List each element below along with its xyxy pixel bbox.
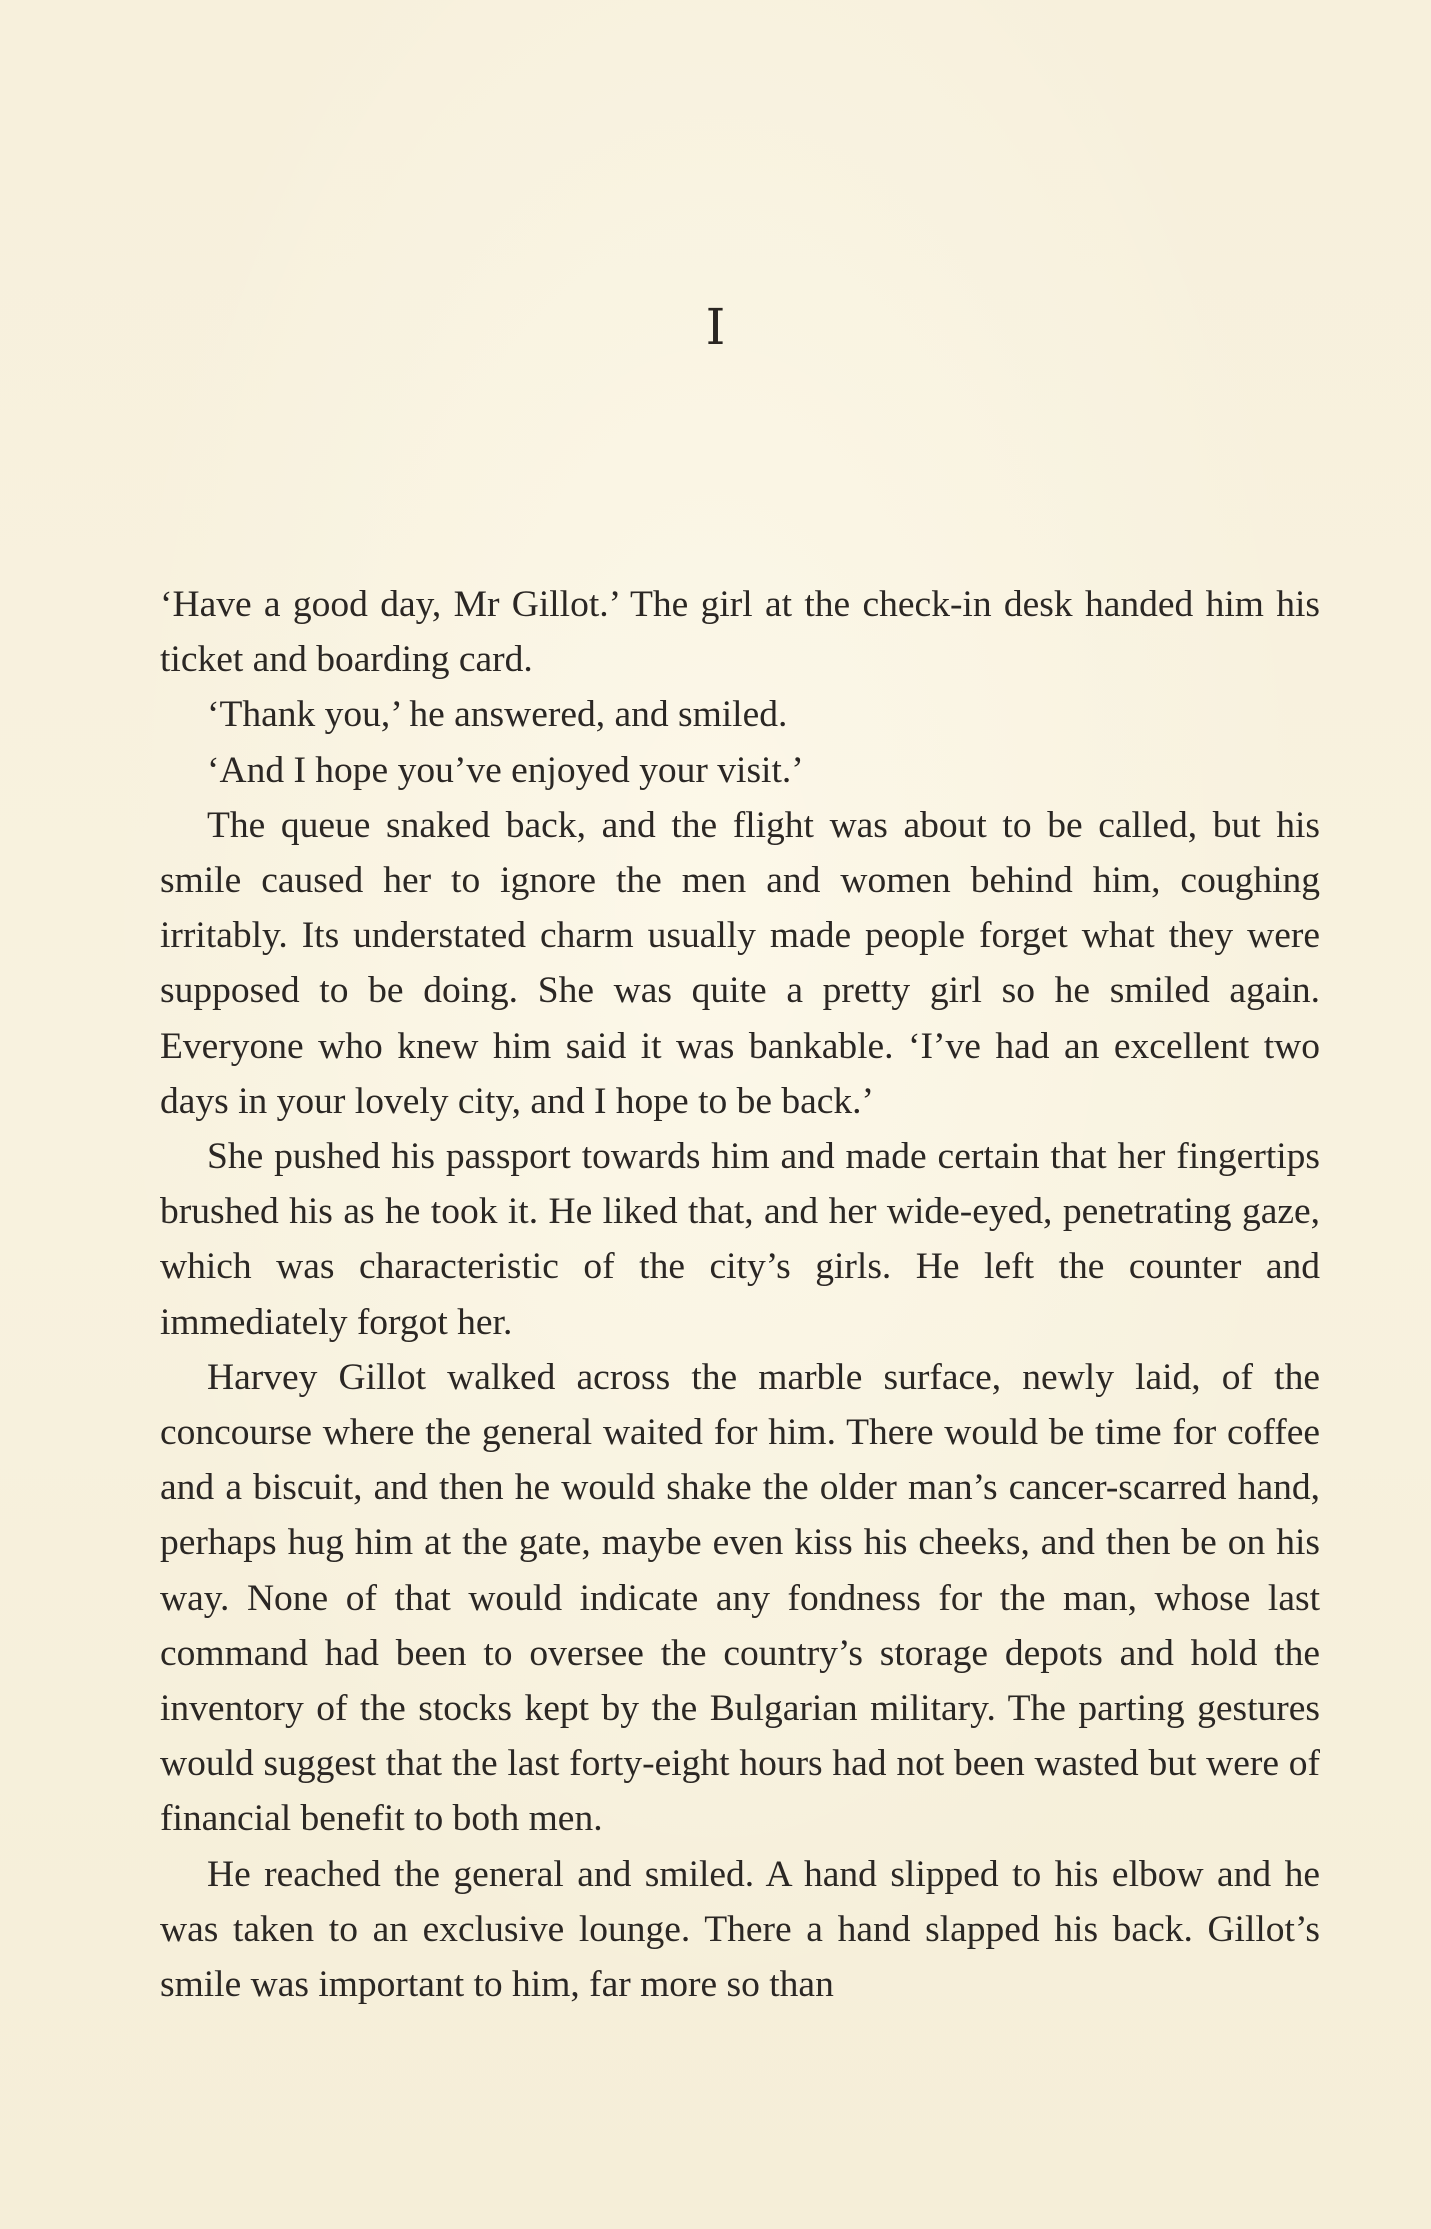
paragraph-2: ‘Thank you,’ he answered, and smiled. [207, 694, 788, 736]
paragraph-3: ‘And I hope you’ve enjoyed your visit.’ [207, 749, 804, 791]
paragraph-6: Harvey Gillot walked across the marble surface, newly laid, of the concourse where the general waited for him. There would be time for coffee and a biscuit, and then he would shake the older man’s cancer-scarred hand, perhaps hug him at the gate, maybe even kiss his cheeks, and then be on his way. None of that would indicate any fondness for the man, whose last command had been to oversee the country’s storage depots and hold the inventory of the stocks kept by the Bulgarian military. The parting gestures would suggest that the last forty-eight hours had not been wasted but were of financial benefit to both men. [160, 1356, 1320, 1840]
paragraph-4: The queue snaked back, and the flight was about to be called, but his smile caused her to ignore the men and women behind him, coughing irritably. Its understated charm usually made people forget what they were supposed to be doing. She was quite a pretty girl so he smiled again. Everyone who knew him said it was bankable. ‘I’ve had an excellent two days in your lovely city, and I hope to be back.’ [160, 804, 1320, 1122]
paragraph-1: ‘Have a good day, Mr Gillot.’ The girl at the check-in desk handed him his ticket and boarding card. [160, 584, 1320, 681]
paragraph-5: She pushed his passport towards him and made certain that her fingertips brushed his as he took it. He liked that, and her wide-eyed, penetrating gaze, which was characteristic of the city’s girls. He left the counter and immediately forgot her. [160, 1136, 1320, 1343]
chapter-number: I [705, 298, 726, 356]
chapter-body [160, 577, 1320, 2012]
paragraph-7: He reached the general and smiled. A hand slipped to his elbow and he was taken to an exclusive lounge. There a hand slapped his back. Gillot’s smile was important to him, far more so than [160, 1853, 1320, 2006]
